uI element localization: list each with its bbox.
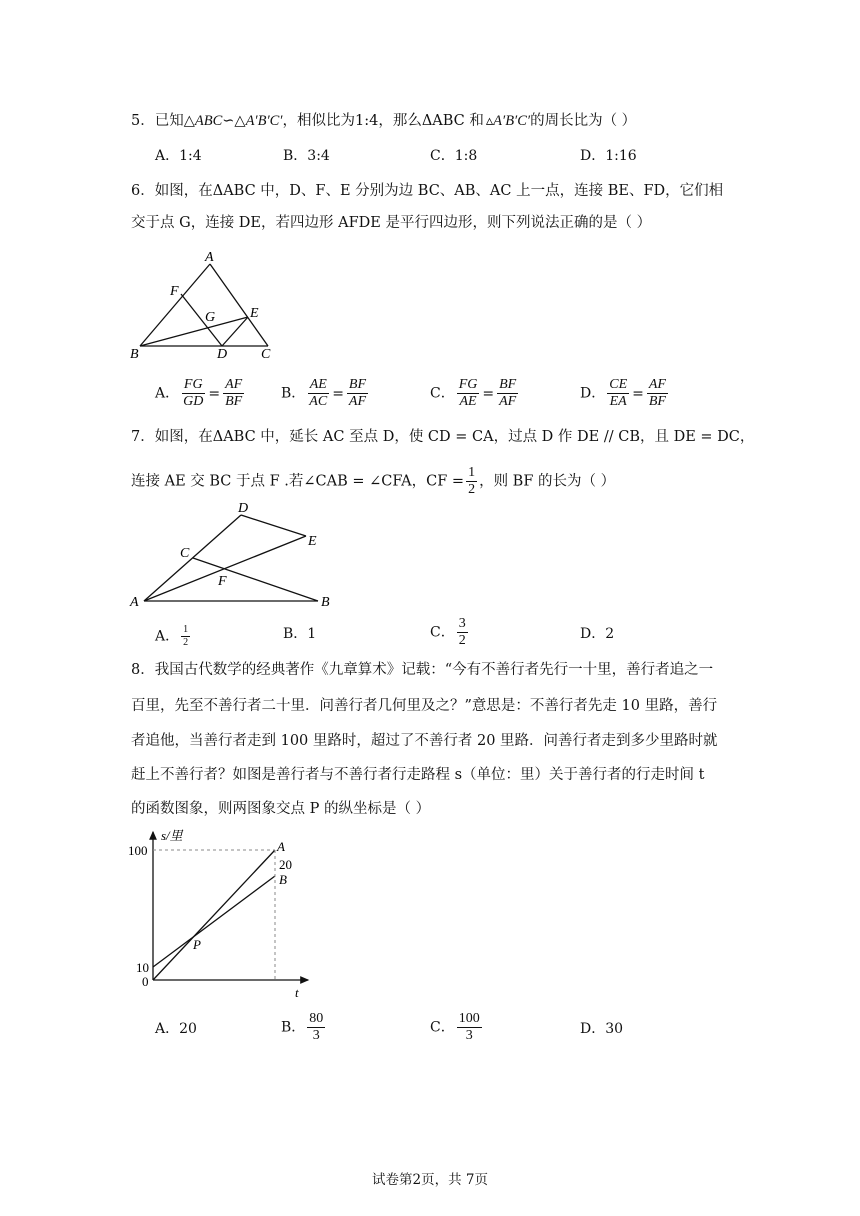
q7-stem-part: 连接 AE 交 BC 于点 F .若∠CAB = ∠CFA，CF = bbox=[131, 473, 465, 490]
q7-label-b: B bbox=[321, 595, 330, 610]
denominator: 3 bbox=[465, 1028, 473, 1043]
q6-label-b: B bbox=[130, 347, 139, 362]
numerator: AE bbox=[309, 377, 327, 392]
q6-label-e: E bbox=[250, 306, 259, 321]
denominator: 2 bbox=[468, 482, 476, 497]
denominator: GD bbox=[183, 394, 204, 409]
line-a bbox=[153, 850, 275, 980]
fraction bbox=[181, 377, 205, 410]
numerator: BF bbox=[499, 377, 517, 392]
q7-figure bbox=[126, 498, 338, 610]
q8-option-c[interactable] bbox=[430, 1011, 484, 1044]
denominator: AC bbox=[309, 394, 328, 409]
q8-stem-line2: 百里，先至不善行者二十里．问善行者几何里及之？”意思是：不善行者先走 10 里路，善行 bbox=[131, 698, 718, 714]
numerator: 80 bbox=[309, 1011, 324, 1026]
denominator: 3 bbox=[312, 1028, 320, 1043]
equals-sign: = bbox=[208, 385, 221, 402]
q7-option-c[interactable] bbox=[430, 616, 470, 649]
denominator: BF bbox=[225, 394, 243, 409]
cf-fraction bbox=[466, 465, 477, 498]
q6-option-b[interactable] bbox=[281, 377, 370, 410]
q5-triangle-prime: ▵A′B′C′ bbox=[485, 113, 531, 129]
q7-label-f: F bbox=[218, 574, 227, 589]
fraction bbox=[347, 377, 368, 410]
equals-sign: = bbox=[632, 385, 644, 402]
fraction bbox=[457, 377, 480, 410]
q8-stem-line3: 者追他，当善行者走到 100 里路时，超过了不善行者 20 里路．问善行者走到多少里路时就 bbox=[131, 733, 718, 749]
q6-label-a: A bbox=[205, 250, 214, 265]
fraction bbox=[307, 1011, 325, 1044]
equals-sign: = bbox=[482, 385, 495, 402]
q7-option-d[interactable]: D．2 bbox=[580, 626, 615, 642]
tick-100: 100 bbox=[128, 843, 148, 858]
point-p-label: P bbox=[193, 937, 201, 952]
numerator: FG bbox=[458, 377, 478, 392]
numerator: AF bbox=[225, 377, 243, 392]
numerator: CE bbox=[609, 377, 628, 392]
q7-label-d: D bbox=[238, 501, 249, 516]
option-letter: D． bbox=[580, 385, 606, 402]
option-letter: C． bbox=[430, 1019, 455, 1036]
q6-label-f: F bbox=[170, 284, 179, 299]
x-axis-label: t bbox=[295, 985, 299, 1000]
q7-option-a[interactable] bbox=[155, 624, 192, 649]
q6-stem-line1: 6．如图，在ΔABC 中，D、F、E 分别为边 BC、AB、AC 上一点，连接 BE、FD，它们相 bbox=[131, 183, 724, 199]
line-b bbox=[153, 876, 275, 967]
fraction bbox=[497, 377, 518, 410]
option-letter: B． bbox=[281, 1019, 306, 1036]
gap-20-label: 20 bbox=[279, 857, 292, 872]
q6-figure bbox=[126, 246, 286, 364]
fraction bbox=[307, 377, 329, 410]
q6-option-c[interactable] bbox=[430, 377, 520, 410]
denominator: BF bbox=[648, 394, 666, 409]
numerator: 100 bbox=[458, 1011, 480, 1026]
option-letter: C． bbox=[430, 624, 455, 641]
denominator: 2 bbox=[458, 633, 466, 648]
q6-option-d[interactable] bbox=[580, 377, 670, 410]
numerator: 1 bbox=[183, 624, 189, 635]
option-letter: A． bbox=[155, 628, 180, 645]
q5-stem bbox=[131, 111, 636, 131]
denominator: 2 bbox=[183, 637, 189, 648]
q5-stem-part: 5．已知 bbox=[131, 113, 184, 129]
q5-similar-triangles: △ABC∽△A′B′C′ bbox=[183, 113, 283, 129]
equals-sign: = bbox=[332, 385, 344, 402]
q7-stem-part: ，则 BF 的长为（ ） bbox=[479, 473, 616, 490]
option-letter: A． bbox=[155, 385, 180, 402]
denominator: EA bbox=[609, 394, 627, 409]
q8-stem-line5: 的函数图象，则两图象交点 P 的纵坐标是（ ） bbox=[131, 801, 431, 817]
fraction bbox=[457, 1011, 482, 1044]
fraction bbox=[223, 377, 244, 410]
numerator: FG bbox=[183, 377, 203, 392]
denominator: AE bbox=[459, 394, 477, 409]
option-letter: B． bbox=[281, 385, 306, 402]
numerator: 1 bbox=[468, 465, 476, 480]
q7-stem-line2 bbox=[131, 465, 615, 498]
numerator: BF bbox=[348, 377, 367, 392]
tick-10: 10 bbox=[136, 960, 149, 975]
fraction bbox=[181, 624, 190, 649]
q6-label-c: C bbox=[261, 347, 271, 362]
q7-option-b[interactable]: B．1 bbox=[283, 626, 317, 642]
q7-label-a: A bbox=[130, 595, 139, 610]
point-b-label: B bbox=[279, 872, 287, 887]
q6-label-d: D bbox=[217, 347, 228, 362]
q7-stem-line1: 7．如图，在ΔABC 中，延长 AC 至点 D，使 CD = CA，过点 D 作 DE // CB，且 DE = DC， bbox=[131, 429, 755, 445]
origin-label: 0 bbox=[142, 974, 149, 989]
q5-option-d[interactable]: D．1:16 bbox=[580, 148, 637, 164]
q5-stem-part: ，相似比为1:4，那么ΔABC 和 bbox=[282, 113, 484, 129]
option-letter: C． bbox=[430, 385, 455, 402]
q8-option-b[interactable] bbox=[281, 1011, 327, 1044]
numerator: 3 bbox=[458, 616, 466, 631]
q6-label-g: G bbox=[205, 310, 216, 325]
fraction bbox=[607, 377, 629, 410]
q5-option-a[interactable]: A．1:4 bbox=[155, 148, 202, 164]
q5-option-c[interactable]: C．1:8 bbox=[430, 148, 478, 164]
q8-stem-line4: 赶上不善行者？如图是善行者与不善行者行走路程 s（单位：里）关于善行者的行走时间 t bbox=[131, 767, 705, 783]
q8-option-a[interactable]: A．20 bbox=[155, 1021, 197, 1037]
numerator: AF bbox=[648, 377, 666, 392]
q8-stem-line1: 8．我国古代数学的经典著作《九章算术》记载：“今有不善行者先行一十里，善行者追之一 bbox=[131, 662, 714, 678]
q7-label-e: E bbox=[308, 534, 317, 549]
q6-stem-line2: 交于点 G，连接 DE，若四边形 AFDE 是平行四边形，则下列说法正确的是（ ） bbox=[131, 215, 652, 231]
point-a-label: A bbox=[277, 839, 285, 854]
denominator: AF bbox=[348, 394, 367, 409]
y-axis-label: s/里 bbox=[161, 828, 183, 843]
fraction bbox=[647, 377, 668, 410]
q8-graph bbox=[126, 828, 316, 1000]
q8-option-d[interactable]: D．30 bbox=[580, 1021, 624, 1037]
q5-option-b[interactable]: B．3:4 bbox=[283, 148, 330, 164]
q7-label-c: C bbox=[180, 546, 190, 561]
denominator: AF bbox=[499, 394, 517, 409]
q5-stem-part: 的周长比为（ ） bbox=[530, 113, 637, 129]
q6-option-a[interactable] bbox=[155, 377, 246, 410]
page-footer: 试卷第2页，共 7页 bbox=[372, 1172, 488, 1188]
fraction bbox=[457, 616, 468, 649]
